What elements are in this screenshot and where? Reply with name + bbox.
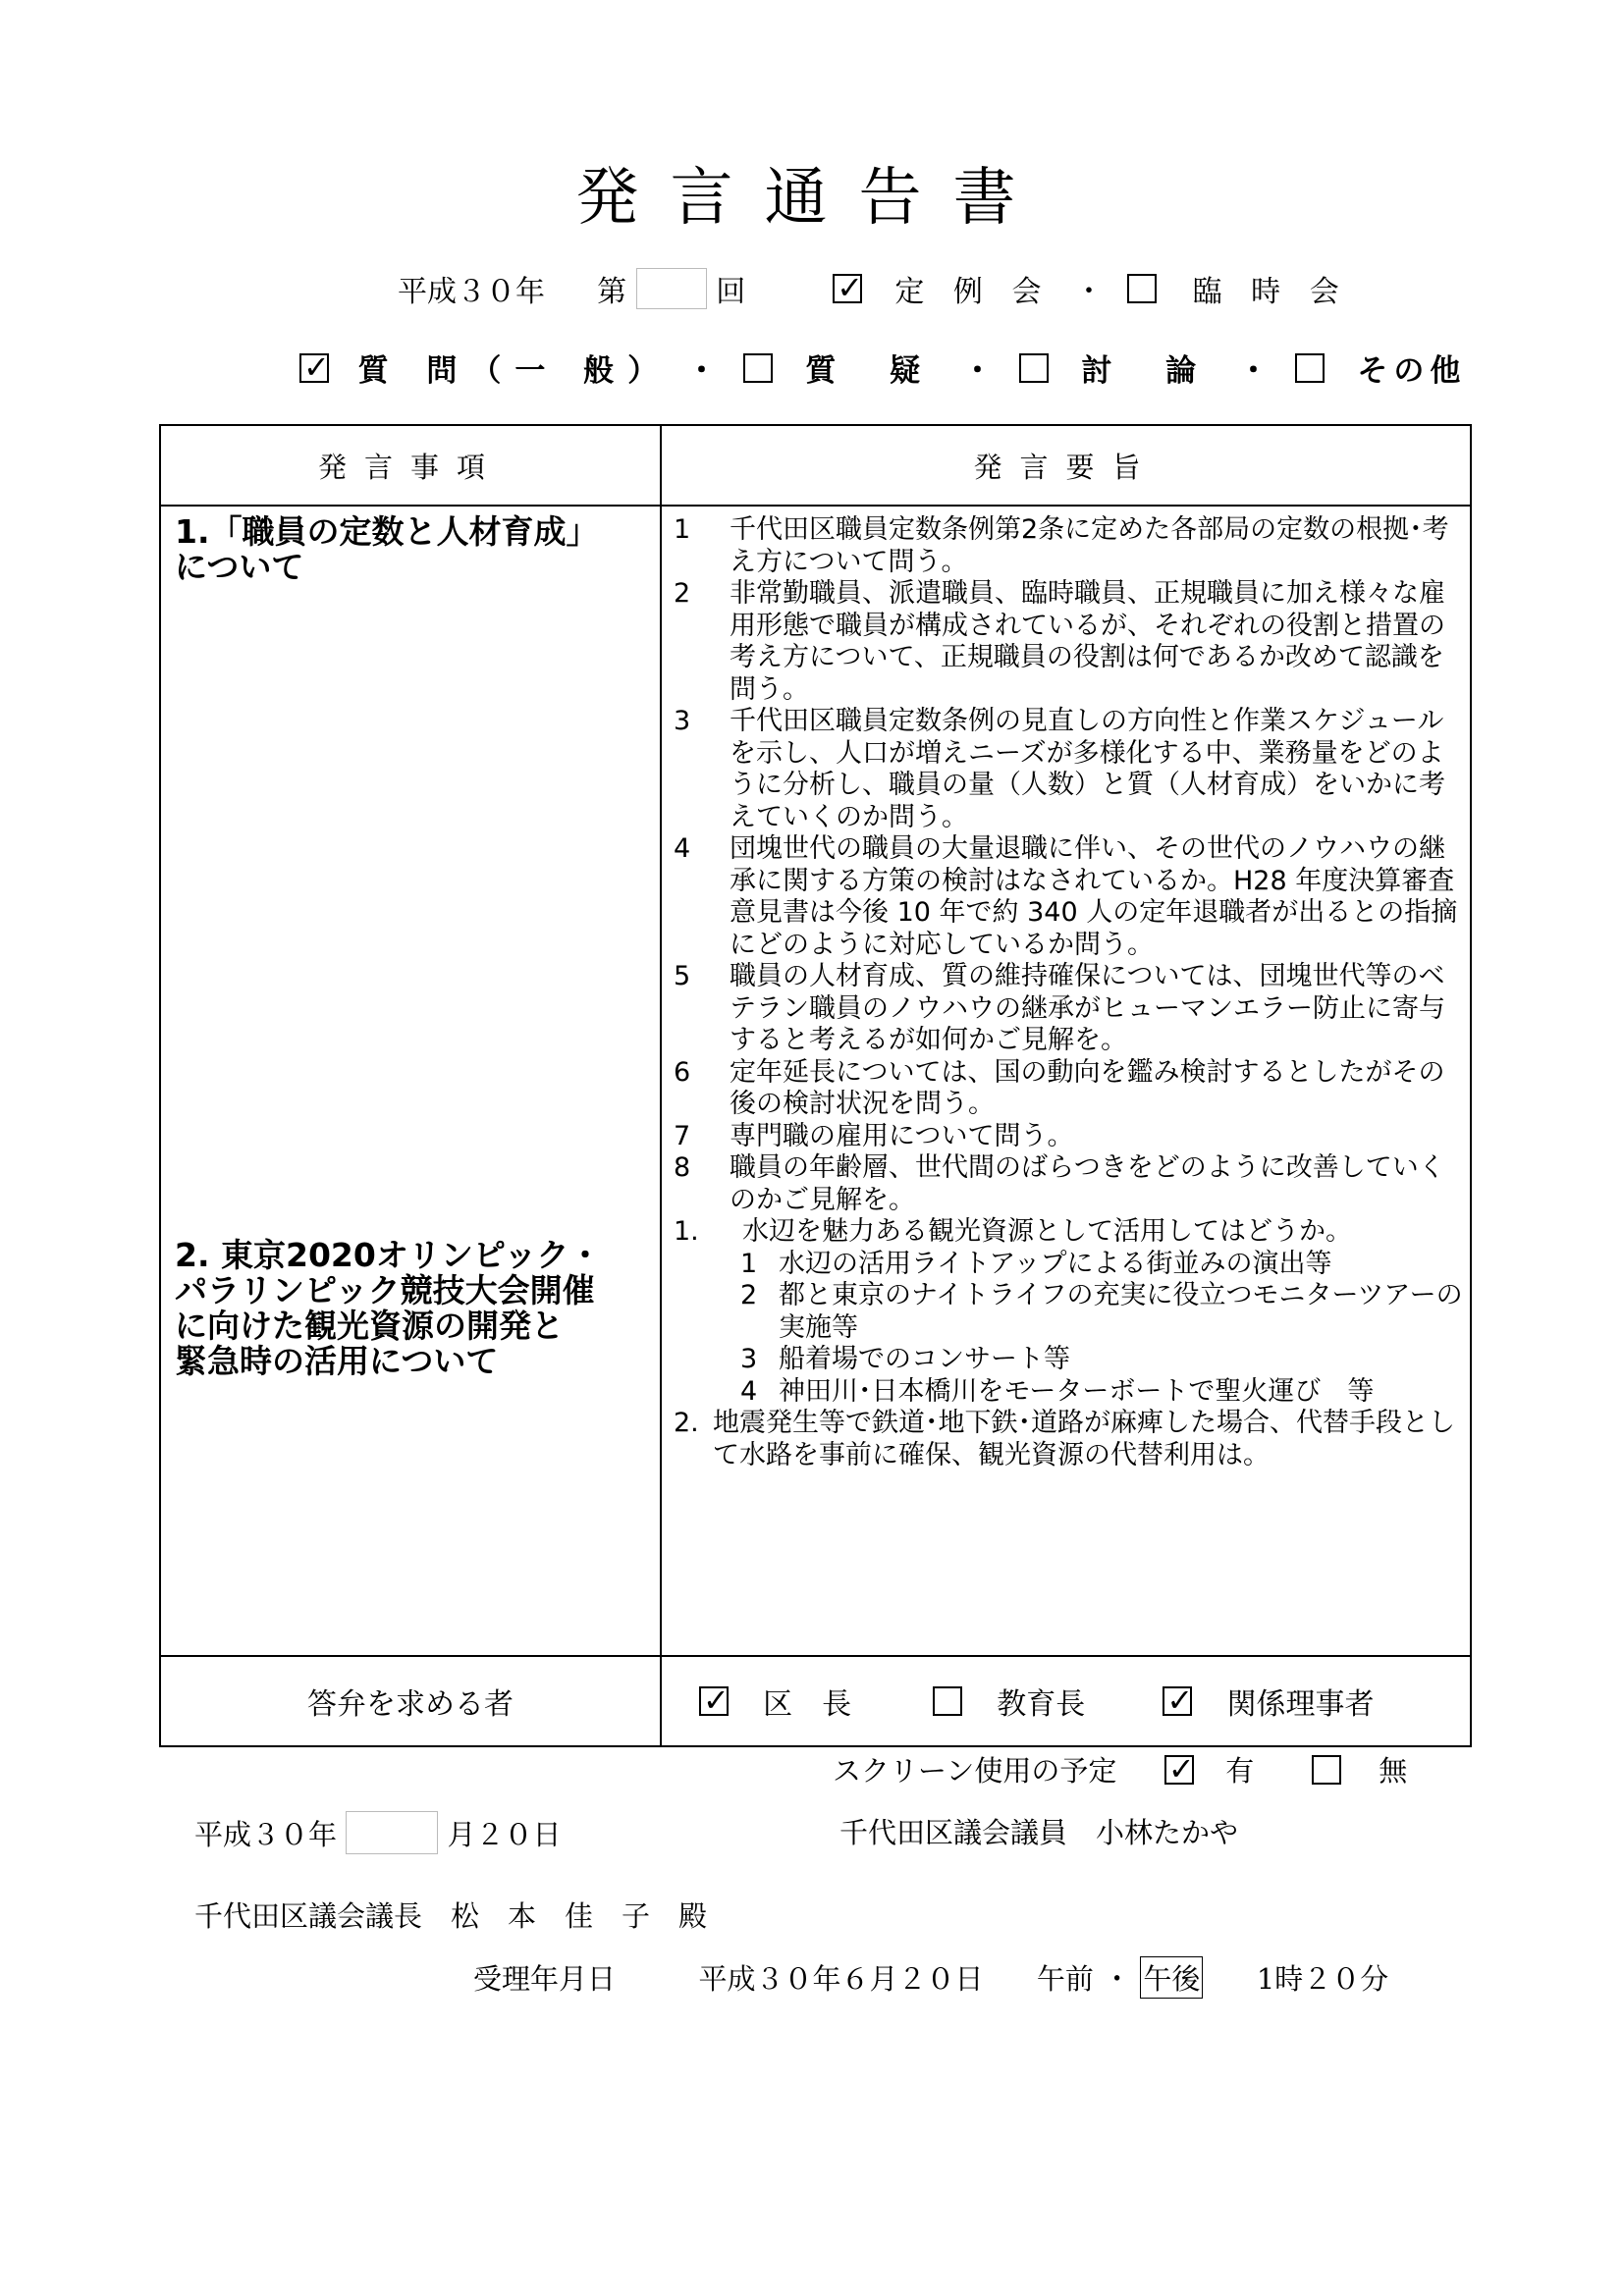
subitem-text: 都と東京のナイトライフの充実に役立つモニターツアーの実施等 (779, 1280, 1463, 1343)
item-text: 職員の年齢層、世代間のばらつきをどのように改善していくのかご見解を。 (730, 1152, 1445, 1215)
screen-usage (833, 1749, 1407, 1789)
topics-cell (160, 506, 661, 1656)
document-title: 発言通告書 (575, 162, 1048, 235)
received-date: 平成３０年６月２０日 (698, 1962, 984, 1996)
item-number: 6 (674, 1056, 691, 1088)
summary-items (674, 514, 1464, 1471)
session-era: 平成３０年 (398, 275, 545, 309)
subitem-text: 神田川･日本橋川をモーターボートで聖火運び 等 (779, 1375, 1375, 1407)
submission-date (194, 1811, 561, 1854)
topic-2-line: 2. 東京2020オリンピック・ (175, 1236, 602, 1274)
answer-label: 答弁を求める者 (160, 1656, 661, 1746)
type-line (299, 346, 1466, 390)
item-text: 地震発生等で鉄道･地下鉄･道路が麻痺した場合、代替手段として水路を事前に確保、観光資源の代替利用は。 (713, 1408, 1455, 1470)
mayor-checkbox[interactable] (699, 1686, 729, 1716)
question-checkbox[interactable] (299, 353, 329, 383)
doubt-label: 質 疑 (805, 353, 943, 389)
subitem-number: 1 (740, 1248, 758, 1279)
subitem-text: 船着場でのコンサート等 (779, 1344, 1070, 1374)
extra-label: 臨 時 会 (1192, 275, 1349, 309)
extra-checkbox[interactable] (1127, 274, 1157, 303)
education-chief-label: 教育長 (997, 1687, 1086, 1722)
item-text: 専門職の雇用について問う。 (730, 1120, 1074, 1151)
education-chief-checkbox[interactable] (933, 1686, 962, 1716)
other-label: その他 (1357, 353, 1467, 389)
item-number: 7 (674, 1120, 691, 1151)
item-text: 千代田区職員定数条例第2条に定めた各部局の定数の根拠･考え方について問う。 (730, 514, 1449, 577)
summary-item-2-1 (674, 1216, 1464, 1249)
session-separator: ・ (1074, 275, 1104, 309)
header-summary: 発言要旨 (661, 425, 1471, 506)
topic-1 (175, 514, 599, 585)
subitem-text: 水辺の活用ライトアップによる街並みの演出等 (779, 1248, 1332, 1279)
summary-item (674, 578, 1464, 706)
item-number: 8 (674, 1152, 691, 1183)
type-separator-1: ・ (685, 353, 717, 389)
summary-subitem (674, 1344, 1464, 1376)
topic-2-line: パラリンピック競技大会開催 (175, 1271, 595, 1309)
item-number: 2. (674, 1408, 699, 1438)
subitem-number: 2 (740, 1280, 758, 1310)
session-number-field[interactable] (636, 268, 707, 309)
date-suffix: 月２０日 (447, 1817, 562, 1851)
summary-item-2-2 (674, 1408, 1464, 1471)
topic-2-line: に向けた観光資源の開発と (175, 1307, 564, 1345)
screen-no-label: 無 (1379, 1754, 1408, 1788)
item-number: 5 (674, 961, 691, 991)
doubt-checkbox[interactable] (743, 353, 773, 383)
session-kai: 回 (716, 275, 746, 309)
item-text: 非常勤職員、派遣職員、臨時職員、正規職員に加え様々な雇用形態で職員が構成されているが、それぞれの役割と措置の考え方について、正規職員の役割は何であるか改めて認識を問う。 (730, 578, 1445, 705)
received-time: 1時２０分 (1256, 1962, 1389, 1996)
screen-yes-checkbox[interactable] (1164, 1755, 1194, 1785)
mayor-label: 区 長 (763, 1687, 852, 1722)
screen-no-checkbox[interactable] (1312, 1755, 1341, 1785)
debate-label: 討 論 (1081, 353, 1218, 389)
summary-subitem (674, 1280, 1464, 1344)
date-prefix: 平成３０年 (194, 1817, 338, 1851)
summary-subitem (674, 1376, 1464, 1409)
item-number: 4 (674, 833, 691, 864)
item-text: 団塊世代の職員の大量退職に伴い、その世代のノウハウの継承に関する方策の検討はなされているか。H28 年度決算審査意見書は今後 10 年で約 340 人の定年退職者が出るとの指摘にどのように対応しているか問う。 (730, 833, 1458, 960)
screen-yes-label: 有 (1225, 1754, 1255, 1788)
received-label: 受理年月日 (473, 1962, 617, 1996)
regular-label: 定 例 会 (894, 275, 1052, 309)
session-dai: 第 (597, 275, 627, 309)
topic-1-line: 1.「職員の定数と人材育成」 (175, 512, 599, 551)
item-number: 2 (674, 578, 691, 609)
topic-2-line: 緊急時の活用について (175, 1342, 499, 1380)
other-checkbox[interactable] (1295, 353, 1325, 383)
received-separator: ・ (1103, 1962, 1132, 1996)
statement-table (159, 424, 1472, 1747)
item-text: 水辺を魅力ある観光資源として活用してはどうか。 (742, 1216, 1352, 1247)
summary-item (674, 1152, 1464, 1216)
summary-item (674, 833, 1464, 961)
officials-label: 関係理事者 (1226, 1687, 1375, 1722)
header-topics: 発言事項 (160, 425, 661, 506)
item-text: 職員の人材育成、質の維持確保については、団塊世代等のベテラン職員のノウハウの継承がヒューマンエラー防止に寄与すると考えるが如何かご見解を。 (730, 961, 1445, 1055)
summary-subitem (674, 1249, 1464, 1281)
type-separator-2: ・ (961, 353, 993, 389)
topic-1-line: について (175, 548, 304, 586)
item-number: 1. (674, 1216, 699, 1247)
subitem-number: 3 (740, 1344, 758, 1374)
regular-checkbox[interactable] (833, 274, 862, 303)
officials-checkbox[interactable] (1163, 1686, 1192, 1716)
session-line (398, 267, 1349, 310)
question-label: 質 問（一 般） (357, 353, 673, 389)
debate-checkbox[interactable] (1019, 353, 1049, 383)
item-number: 1 (674, 514, 691, 545)
summary-cell (661, 506, 1471, 1656)
received-am: 午前 (1036, 1962, 1094, 1996)
summary-item (674, 1057, 1464, 1121)
summary-item (674, 514, 1464, 578)
summary-item (674, 706, 1464, 833)
month-field[interactable] (346, 1811, 438, 1854)
topic-2 (175, 1238, 602, 1379)
received-pm: 午後 (1140, 1956, 1203, 1999)
item-text: 定年延長については、国の動向を鑑み検討するとしたがその後の検討状況を問う。 (730, 1056, 1445, 1119)
answer-options (661, 1656, 1471, 1746)
received-line (473, 1956, 1388, 1999)
type-separator-3: ・ (1237, 353, 1269, 389)
summary-item (674, 961, 1464, 1057)
subitem-number: 4 (740, 1375, 758, 1407)
chair-addressee: 千代田区議会議長 松 本 佳 子 殿 (194, 1899, 708, 1933)
screen-label: スクリーン使用の予定 (833, 1754, 1117, 1788)
summary-item (674, 1121, 1464, 1153)
item-number: 3 (674, 706, 691, 736)
member-name: 千代田区議会議員 小林たかや (839, 1816, 1239, 1849)
item-text: 千代田区職員定数条例の見直しの方向性と作業スケジュールを示し、人口が増えニーズが多様化する中、業務量をどのように分析し、職員の量（人数）と質（人材育成）をいかに考えていくのか問う。 (730, 706, 1445, 832)
